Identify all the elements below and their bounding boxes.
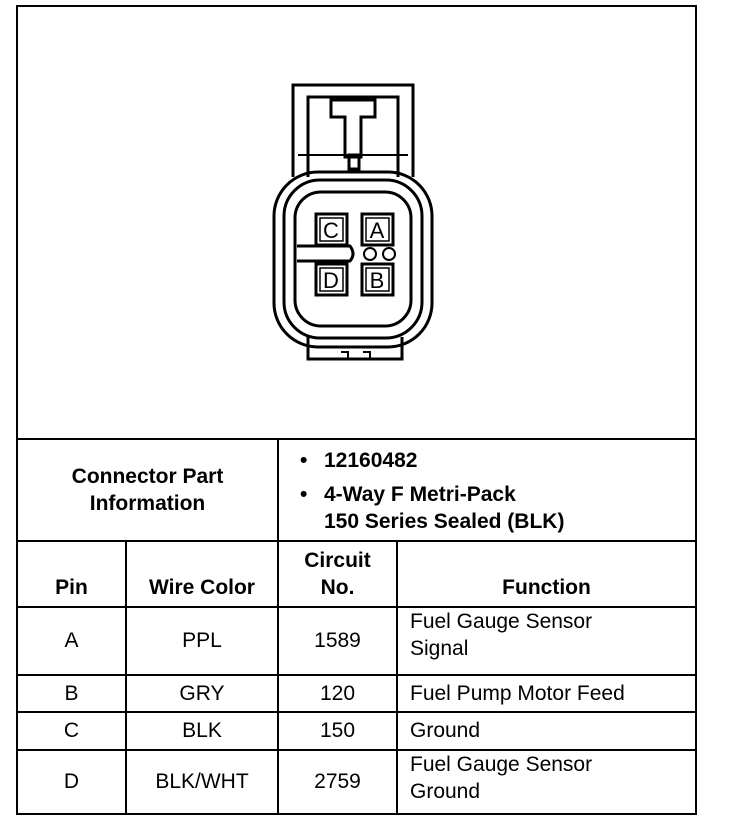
table-row-pin: C	[63, 719, 80, 742]
table-row-pin: B	[64, 681, 79, 705]
table-row-pin: A	[64, 629, 79, 652]
header-pin: Pin	[55, 576, 88, 599]
header-circuit-line1: Circuit	[304, 549, 371, 572]
list-item	[300, 481, 564, 508]
header-function: Function	[502, 576, 591, 599]
part-description-line1: 4-Way F Metri-Pack	[324, 483, 516, 506]
function-line1: Fuel Gauge Sensor	[410, 753, 593, 776]
table-row-function	[398, 608, 695, 674]
part-info-label	[18, 440, 277, 540]
table-row-circuit: 120	[319, 681, 356, 705]
part-info-label-line1: Connector Part	[71, 465, 224, 488]
header-circuit-no	[279, 542, 396, 606]
table-row-wire-color: BLK	[182, 719, 222, 742]
part-number: 12160482	[324, 449, 418, 472]
part-info-details	[300, 447, 564, 535]
part-description-line2: 150 Series Sealed (BLK)	[324, 510, 565, 533]
connector-drawing	[18, 7, 695, 438]
list-item	[300, 447, 564, 474]
table-row-wire-color: PPL	[182, 629, 222, 652]
part-info-label-line2: Information	[89, 492, 206, 515]
table-row-circuit: 1589	[314, 629, 361, 652]
table-row-wire-color: GRY	[179, 681, 225, 705]
table-row-function: Fuel Pump Motor Feed	[410, 681, 625, 705]
table-row-circuit: 2759	[314, 770, 361, 793]
table-row-function: Ground	[410, 719, 481, 742]
table-row-function	[398, 751, 695, 813]
header-circuit-line2: No.	[320, 576, 355, 599]
function-line1: Fuel Gauge Sensor	[410, 610, 593, 633]
pin-label-d: D	[323, 268, 339, 293]
pin-label-a: A	[369, 218, 385, 243]
table-row-circuit: 150	[319, 719, 356, 742]
pin-label-c: C	[323, 218, 339, 243]
header-wire-color: Wire Color	[149, 576, 255, 599]
connector-info-sheet	[16, 5, 697, 815]
connector-face-illustration	[18, 7, 695, 438]
bullet-icon: •	[300, 449, 308, 472]
table-row-pin: D	[63, 770, 80, 793]
bullet-icon: •	[300, 483, 308, 506]
function-line2: Ground	[410, 780, 481, 803]
function-line2: Signal	[410, 637, 469, 660]
pin-label-b: B	[369, 268, 385, 293]
table-row-wire-color: BLK/WHT	[155, 770, 249, 793]
